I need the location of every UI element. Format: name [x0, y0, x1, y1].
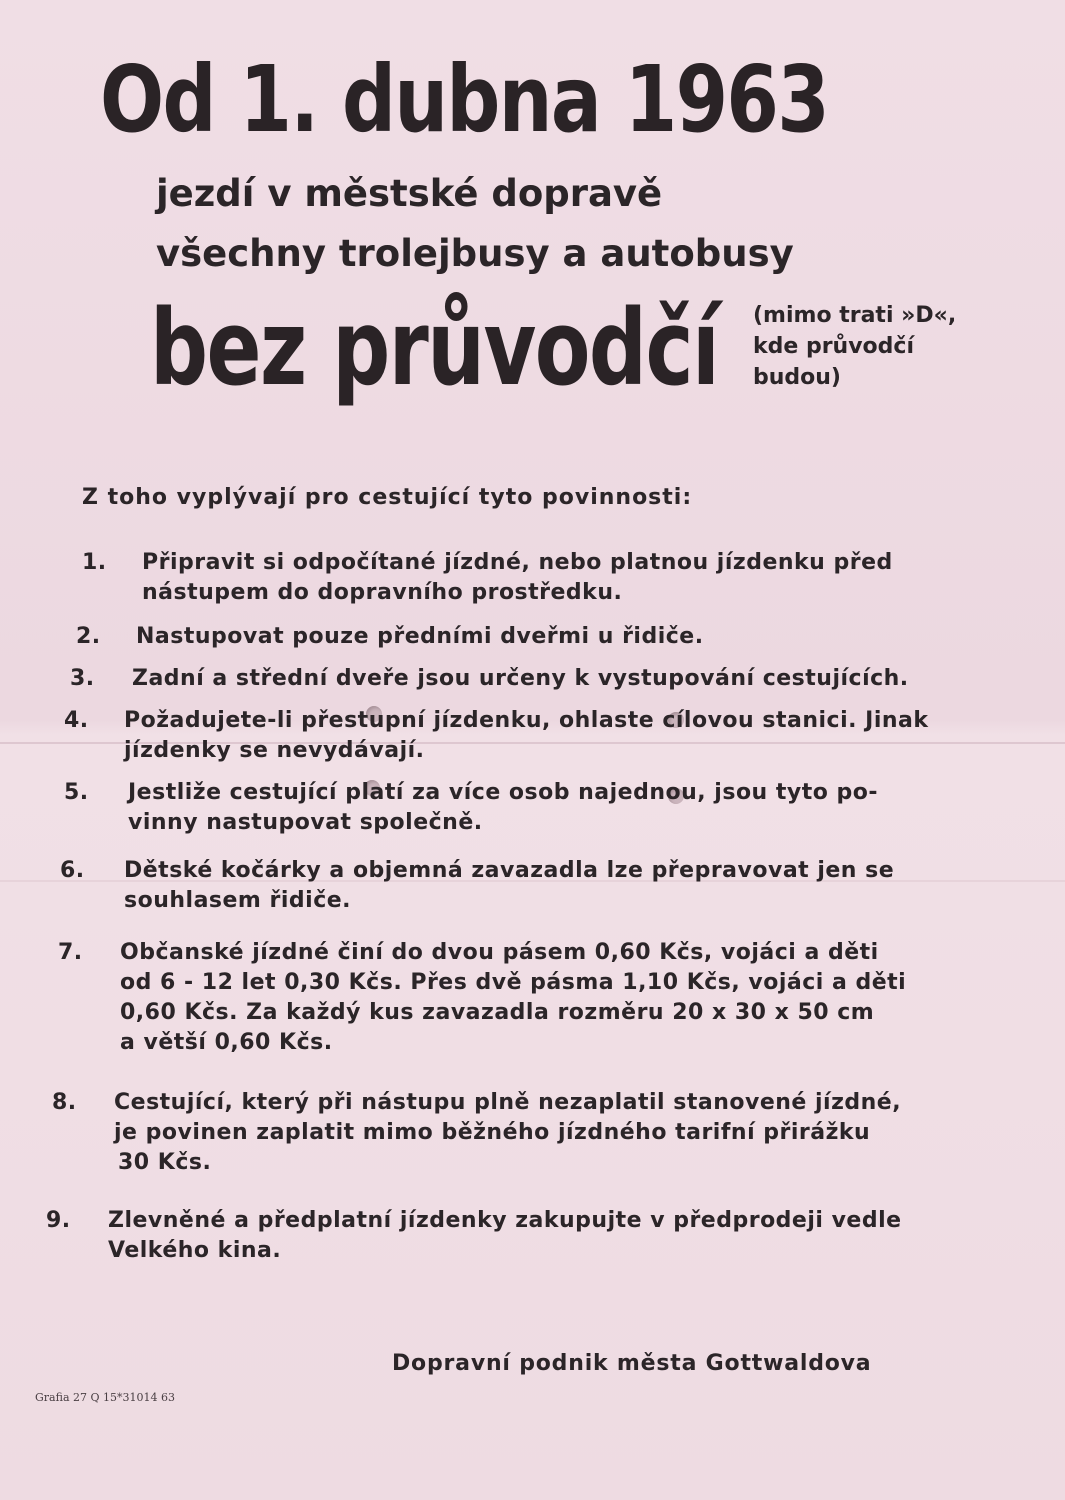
- item-number: 4.: [64, 708, 89, 733]
- item-line: Cestující, který při nástupu plně nezaplatil stanovené jízdné,: [114, 1090, 902, 1115]
- subline-vehicles: všechny trolejbusy a autobusy: [156, 232, 794, 275]
- item-text: [124, 706, 929, 766]
- item-text: [114, 1088, 901, 1178]
- item-line: Velkého kina.: [108, 1238, 282, 1263]
- headline-no-conductor: bez průvodčí: [150, 287, 719, 409]
- note-line: (mimo trati »D«,: [753, 303, 957, 328]
- item-line: Nastupovat pouze předními dveřmi u řidiče.: [136, 624, 704, 649]
- item-line: Dětské kočárky a objemná zavazadla lze přepravovat jen se: [124, 858, 895, 883]
- item-text: [142, 548, 893, 608]
- item-text: [120, 938, 906, 1058]
- item-line: souhlasem řidiče.: [124, 888, 352, 913]
- item-line: 30 Kčs.: [118, 1150, 212, 1175]
- item-line: vinny nastupovat společně.: [128, 810, 483, 835]
- note-line: budou): [753, 365, 841, 390]
- item-number: 9.: [46, 1208, 71, 1233]
- item-number: 1.: [82, 550, 107, 575]
- item-line: Zadní a střední dveře jsou určeny k vystupování cestujících.: [132, 666, 909, 691]
- route-exception-note: [753, 300, 1013, 393]
- item-line: Připravit si odpočítané jízdné, nebo platnou jízdenku před: [142, 550, 893, 575]
- item-line: 0,60 Kčs. Za každý kus zavazadla rozměru 20 x 30 x 50 cm: [120, 1000, 875, 1025]
- item-line: Občanské jízdné činí do dvou pásem 0,60 Kčs, vojáci a děti: [120, 940, 879, 965]
- item-text: [124, 856, 894, 916]
- item-line: od 6 - 12 let 0,30 Kčs. Přes dvě pásma 1,10 Kčs, vojáci a děti: [120, 970, 907, 995]
- note-line: kde průvodčí: [753, 334, 915, 359]
- item-line: jízdenky se nevydávají.: [124, 738, 425, 763]
- item-number: 2.: [76, 624, 101, 649]
- duties-intro: Z toho vyplývají pro cestující tyto povinnosti:: [82, 485, 693, 510]
- item-line: nástupem do dopravního prostředku.: [142, 580, 623, 605]
- item-line: Požadujete-li přestupní jízdenku, ohlaste cílovou stanici. Jinak: [124, 708, 929, 733]
- printer-mark: Grafia 27 Q 15*31014 63: [35, 1391, 175, 1404]
- item-line: Jestliže cestující platí za více osob najednou, jsou tyto po-: [128, 780, 879, 805]
- item-number: 5.: [64, 780, 89, 805]
- item-text: [108, 1206, 902, 1266]
- item-number: 3.: [70, 666, 95, 691]
- headline-date: Od 1. dubna 1963: [100, 46, 829, 153]
- item-number: 7.: [58, 940, 83, 965]
- item-line: Zlevněné a předplatní jízdenky zakupujte v předprodeji vedle: [108, 1208, 902, 1233]
- subline-city-transport: jezdí v městské dopravě: [156, 172, 663, 215]
- item-text: [132, 664, 909, 694]
- item-line: a větší 0,60 Kčs.: [120, 1030, 333, 1055]
- item-text: [128, 778, 878, 838]
- issuer-signature: Dopravní podnik města Gottwaldova: [392, 1351, 872, 1376]
- item-number: 6.: [60, 858, 85, 883]
- item-text: [136, 622, 704, 652]
- item-line: je povinen zaplatit mimo běžného jízdného tarifní přirážku: [114, 1120, 871, 1145]
- item-number: 8.: [52, 1090, 77, 1115]
